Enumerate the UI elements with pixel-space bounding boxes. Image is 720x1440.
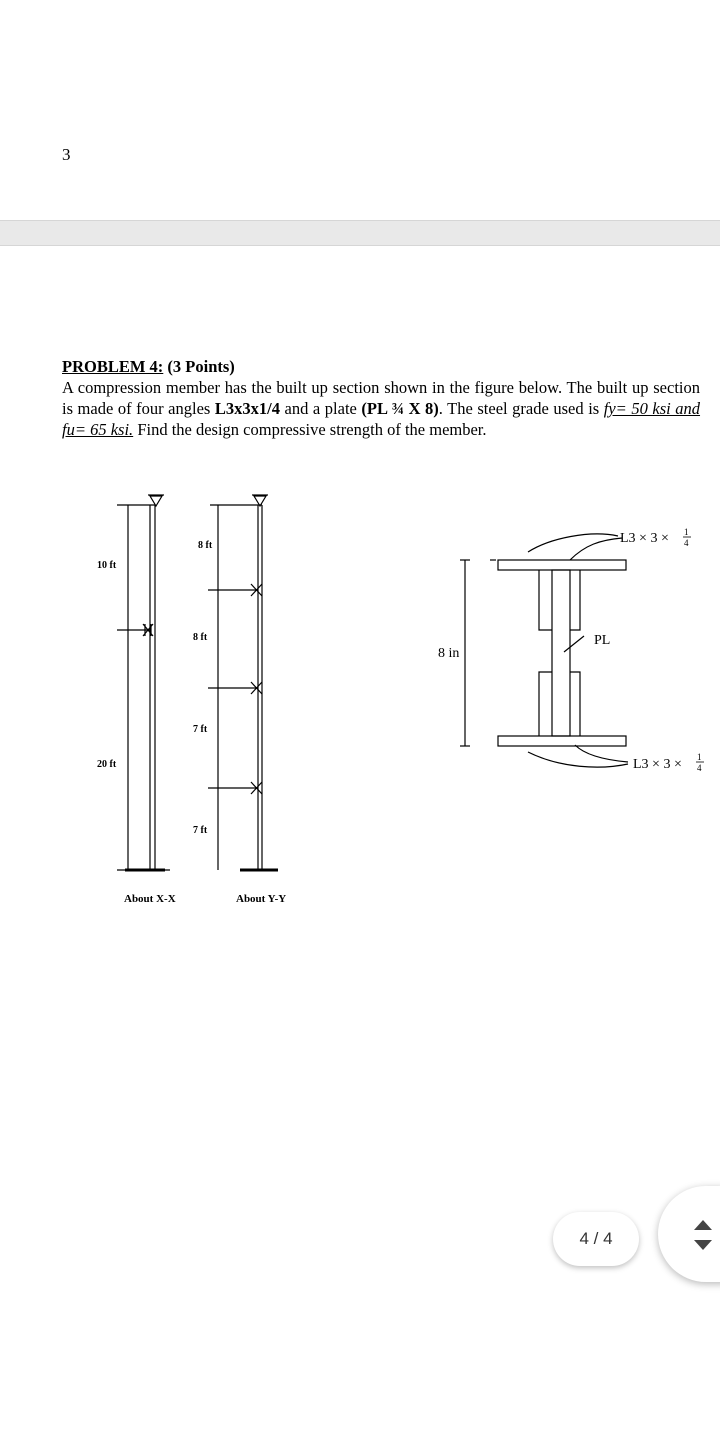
svg-text:1: 1 [697,752,702,762]
page-indicator: 4 / 4 [553,1212,639,1266]
plate-label: PL [594,633,611,648]
problem-text: A compression member has the built up section shown in the figure below. The built up section is made of four angles L3x3x1/4 and a plate (PL ¾ X 8). The steel grade used is fy= 50 ksi and fu= 65 ksi. Find the design compressive strength of the member. [62,378,701,439]
fast-scroll-button[interactable] [658,1186,720,1282]
yy-label: About Y-Y [236,893,287,905]
angle-label-top: L3 × 3 × [620,531,669,546]
svg-text:1: 1 [684,527,689,537]
svg-text:4: 4 [684,538,689,548]
yy-dim-4: 7 ft [193,825,208,836]
section-height: 8 in [438,646,460,661]
column-yy [208,495,278,870]
column-xx [117,495,170,870]
problem-statement [62,356,700,440]
xx-dim-bottom: 20 ft [97,759,117,770]
structure-diagram [0,470,720,920]
svg-text:4: 4 [697,763,702,773]
xx-dim-top: 10 ft [97,560,117,571]
yy-dim-2: 8 ft [193,632,208,643]
xx-label: About X-X [124,893,176,905]
page-number: 3 [62,145,71,164]
yy-dim-3: 7 ft [193,724,208,735]
yy-dim-1: 8 ft [198,540,213,551]
problem-title: PROBLEM 4: (3 Points) [62,357,235,376]
built-up-section [460,534,628,767]
previous-page [0,0,720,220]
page-separator [0,220,720,246]
angle-label-bottom: L3 × 3 × [633,757,682,772]
scroll-arrows-icon [688,1210,718,1260]
problem-figure [0,470,720,920]
